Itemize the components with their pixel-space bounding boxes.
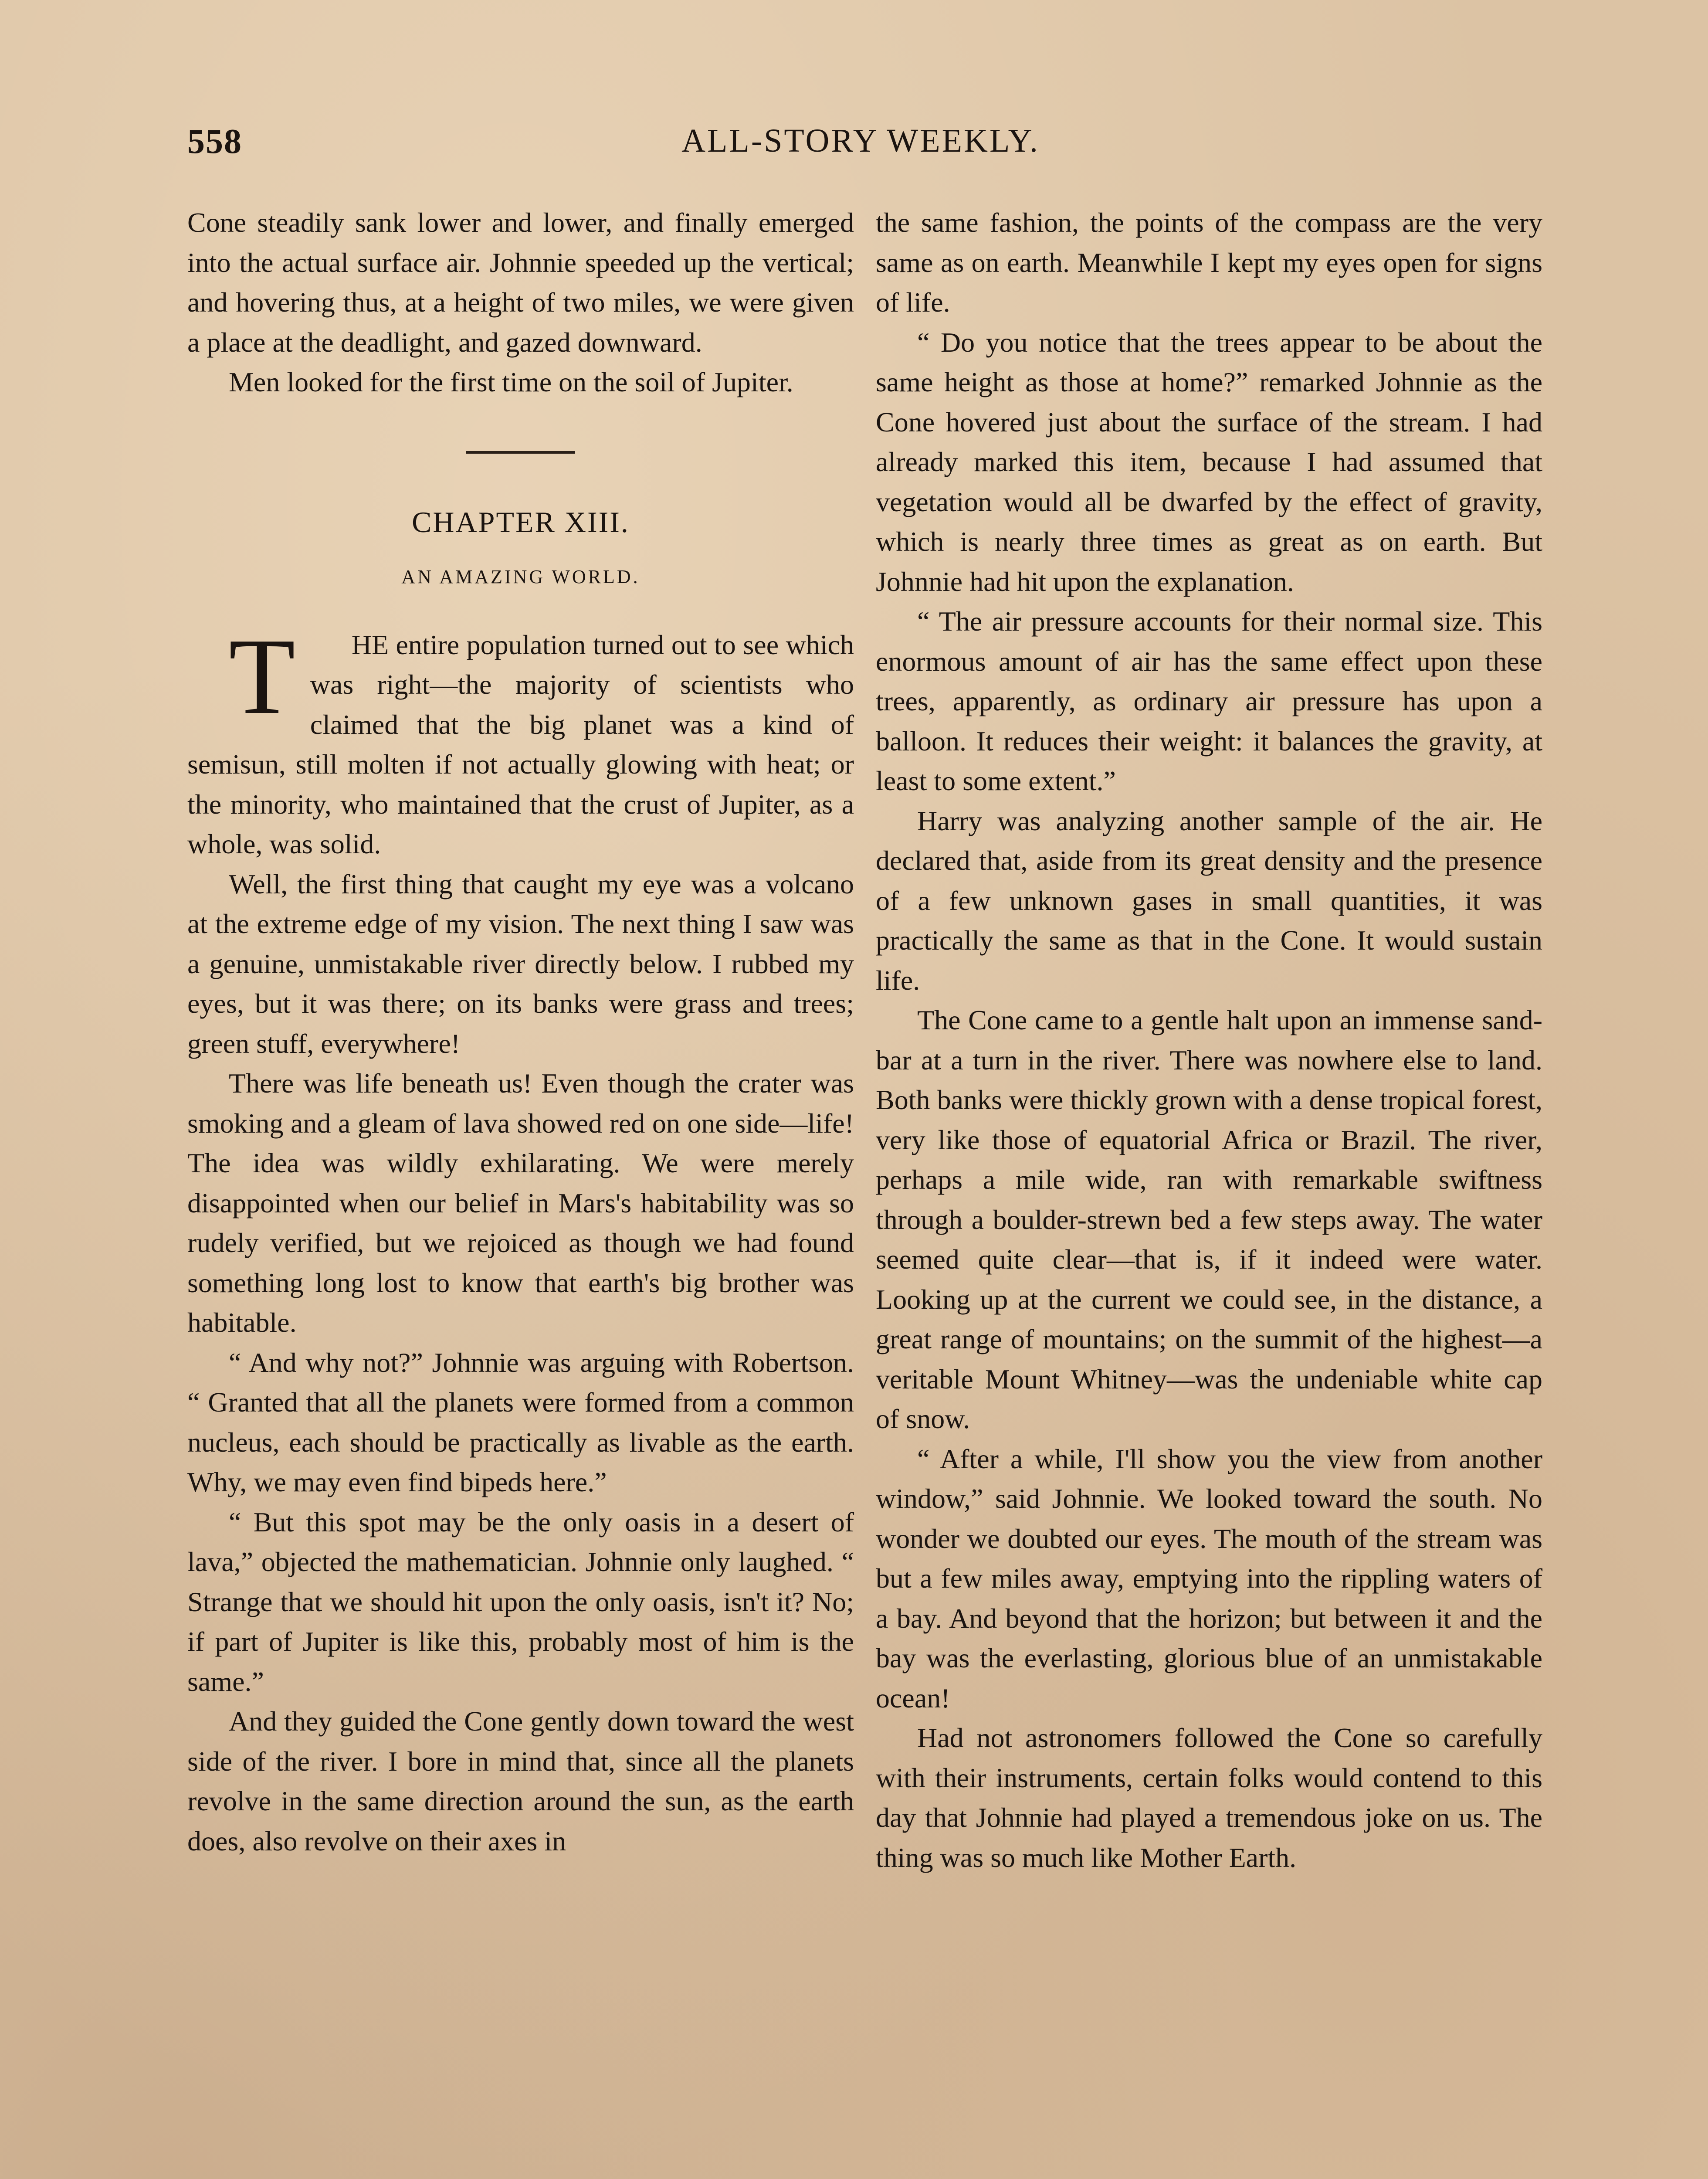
chapter-title: CHAPTER XIII. bbox=[412, 505, 630, 539]
paragraph: Had not astronomers followed the Cone so carefully with their instruments, certain folks would contend to this day that Johnnie had played a tremendous joke on us. The thing was so much like Mother Earth. bbox=[876, 1722, 1542, 1873]
paragraph: Men looked for the first time on the soil of Jupiter. bbox=[229, 367, 793, 397]
right-column bbox=[876, 203, 1542, 2179]
paragraph: the same fashion, the points of the compass are the very same as on earth. Meanwhile I kept my eyes open for signs of life. bbox=[876, 207, 1542, 318]
paragraph: “ After a while, I'll show you the view from another window,” said Johnnie. We looked toward the south. No wonder we doubted our eyes. The mouth of the stream was but a few miles away, emptying into the rippling waters of a bay. And beyond that the horizon; but between it and the bay was the everlasting, glorious blue of an unmistakable ocean! bbox=[876, 1443, 1542, 1714]
paragraph: Well, the first thing that caught my eye was a volcano at the extreme edge of my vision. The next thing I saw was a genuine, unmistakable river directly below. I rubbed my eyes, but it was there; on its banks were grass and trees; green stuff, everywhere! bbox=[187, 868, 854, 1059]
paragraph: There was life beneath us! Even though the crater was smoking and a gleam of lava showed red on one side—life! The idea was wildly exhilarating. We were merely disappointed when our belief in Mars's habitability was so rudely verified, but we rejoiced as though we had found something long lost to know that earth's big brother was habitable. bbox=[187, 1068, 854, 1338]
paragraph: Harry was analyzing another sample of the air. He declared that, aside from its great density and the presence of a few unknown gases in small quantities, it was practically the same as that in the Cone. It would sustain life. bbox=[876, 805, 1542, 996]
paragraph: “ Do you notice that the trees appear to be about the same height as those at home?” remarked Johnnie as the Cone hovered just about the surface of the stream. I had already marked this item, because I had assumed that vegetation would all be dwarfed by the effect of gravity, which is nearly three times as great as on earth. But Johnnie had hit upon the explanation. bbox=[876, 326, 1542, 597]
opening-paragraph-text: HE entire population turned out to see which was right—the majority of scientists who claimed that the big planet was a kind of semisun, still molten if not actually glowing with heat; or the minority, who maintained that the crust of Jupiter, as a whole, was solid. bbox=[187, 629, 854, 859]
drop-cap: T bbox=[229, 616, 295, 737]
paragraph: “ But this spot may be the only oasis in a desert of lava,” objected the mathematician. Johnnie only laughed. “ Strange that we should hit upon the only oasis, isn't it? No; if part of Jupiter is like this, probably most of him is the same.” bbox=[187, 1506, 854, 1697]
paragraph: “ The air pressure accounts for their normal size. This enormous amount of air has the same effect upon these trees, apparently, as ordinary air pressure has upon a balloon. It reduces their weight: it balances the gravity, at least to some extent.” bbox=[876, 606, 1542, 796]
running-head: ALL-STORY WEEKLY. bbox=[681, 122, 1040, 159]
section-divider bbox=[466, 451, 575, 454]
paragraph: And they guided the Cone gently down toward the west side of the river. I bore in mind that, since all the planets revolve in the same direction around the sun, as the earth does, also revolve on their axes in bbox=[187, 1706, 854, 1857]
page-number: 558 bbox=[187, 122, 242, 161]
page-header bbox=[187, 122, 1534, 179]
paragraph: Cone steadily sank lower and lower, and finally emerged into the actual surface air. Johnnie speeded up the vertical; and hovering thus, at a height of two miles, we were given a place at the deadlight, and gazed downward. bbox=[187, 207, 854, 358]
opening-paragraph bbox=[187, 616, 854, 864]
left-column bbox=[187, 203, 854, 2179]
paragraph: The Cone came to a gentle halt upon an immense sand-bar at a turn in the river. There was nowhere else to land. Both banks were thickly grown with a dense tropical forest, very like those of equatorial Africa or Brazil. The river, perhaps a mile wide, ran with remarkable swiftness through a boulder-strewn bed a few steps away. The water seemed quite clear—that is, if it indeed were water. Looking up at the current we could see, in the distance, a great range of mountains; on the summit of the highest—a veritable Mount Whitney—was the undeniable white cap of snow. bbox=[876, 1005, 1542, 1434]
chapter-subtitle: AN AMAZING WORLD. bbox=[401, 566, 640, 587]
paragraph: “ And why not?” Johnnie was arguing with Robertson. “ Granted that all the planets were formed from a common nucleus, each should be practically as livable as the earth. Why, we may even find bipeds here.” bbox=[187, 1347, 854, 1497]
